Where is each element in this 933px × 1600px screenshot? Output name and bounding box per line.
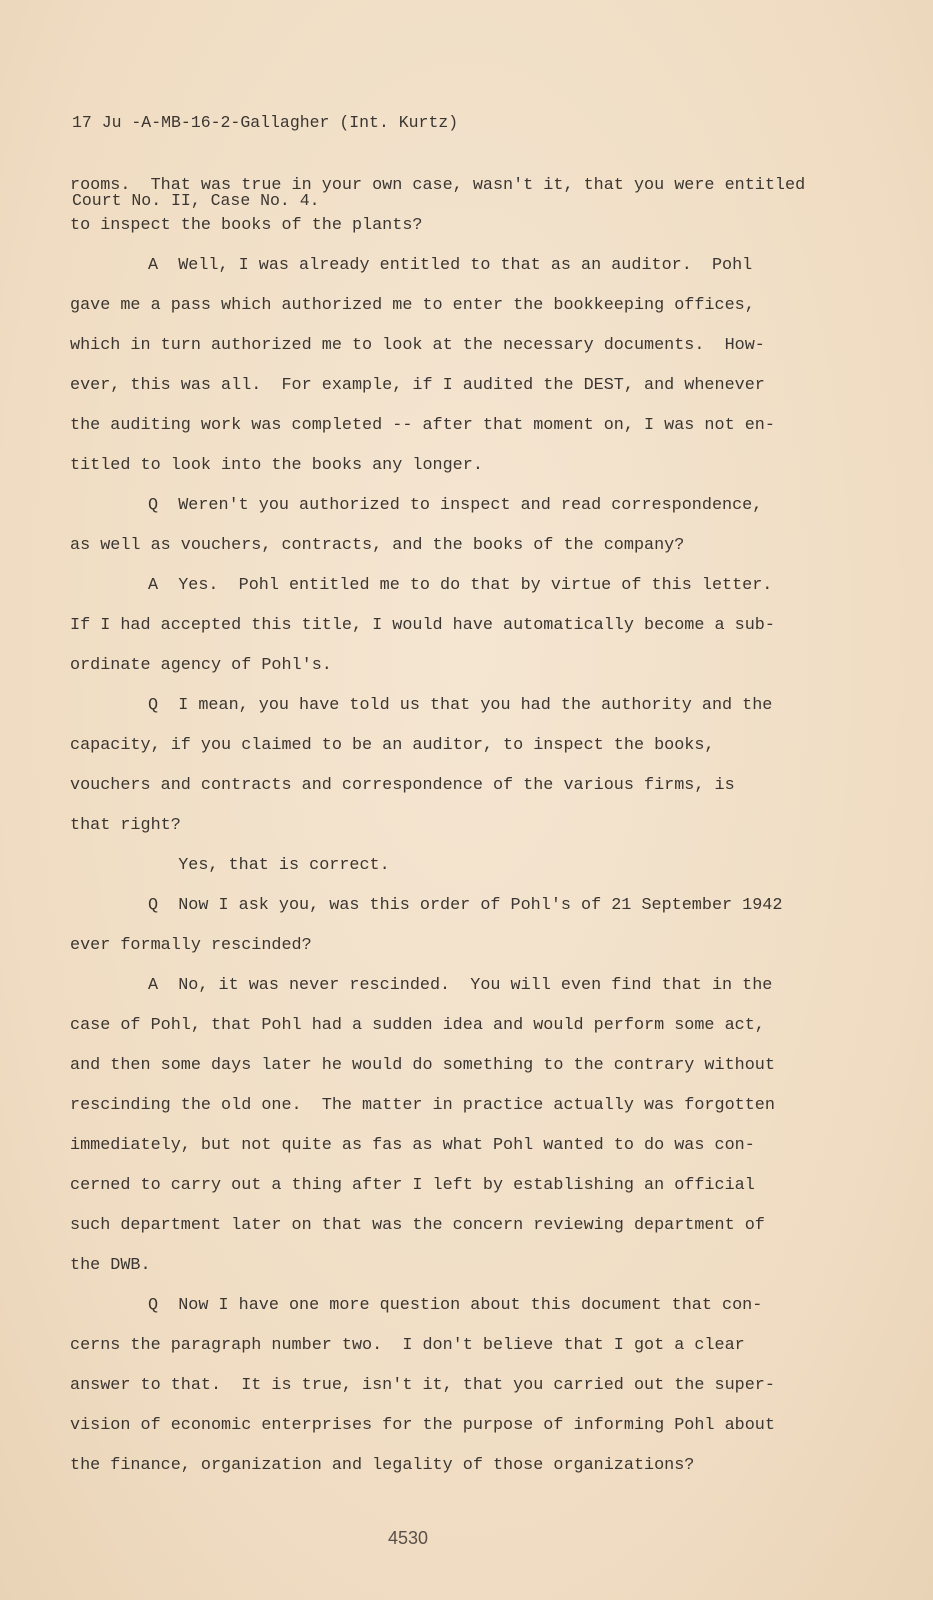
text-line: Q Now I have one more question about this document that con- — [148, 1296, 763, 1315]
text-line: titled to look into the books any longer. — [70, 456, 483, 475]
text-line: ever, this was all. For example, if I audited the DEST, and whenever — [70, 376, 765, 395]
transcript-paragraph — [70, 886, 805, 966]
text-line: Q Now I ask you, was this order of Pohl's of 21 September 1942 — [148, 896, 783, 915]
header-court-case-line: Court No. II, Case No. 4. — [72, 191, 320, 210]
transcript-paragraph — [70, 846, 805, 886]
transcript-paragraph — [70, 566, 805, 686]
text-line: cerned to carry out a thing after I left by establishing an official — [70, 1176, 755, 1195]
text-line: capacity, if you claimed to be an auditor, to inspect the books, — [70, 736, 715, 755]
page-number: 4530 — [388, 1528, 429, 1548]
text-line: Q Weren't you authorized to inspect and read correspondence, — [148, 496, 763, 515]
text-line: the auditing work was completed -- after that moment on, I was not en- — [70, 416, 775, 435]
text-line: immediately, but not quite as fas as what Pohl wanted to do was con- — [70, 1136, 755, 1155]
transcript-paragraph — [70, 686, 805, 846]
text-line: which in turn authorized me to look at the necessary documents. How- — [70, 336, 765, 355]
text-line: answer to that. It is true, isn't it, that you carried out the super- — [70, 1376, 775, 1395]
text-line: that right? — [70, 816, 181, 835]
text-line: as well as vouchers, contracts, and the books of the company? — [70, 536, 685, 555]
text-line: case of Pohl, that Pohl had a sudden idea and would perform some act, — [70, 1016, 765, 1035]
text-line: A Yes. Pohl entitled me to do that by virtue of this letter. — [148, 576, 773, 595]
text-line: Yes, that is correct. — [148, 856, 390, 875]
text-line: and then some days later he would do something to the contrary without — [70, 1056, 775, 1075]
text-line: vision of economic enterprises for the purpose of informing Pohl about — [70, 1416, 775, 1435]
text-line: rescinding the old one. The matter in practice actually was forgotten — [70, 1096, 775, 1115]
text-line: Q I mean, you have told us that you had the authority and the — [148, 696, 773, 715]
text-line: cerns the paragraph number two. I don't believe that I got a clear — [70, 1336, 745, 1355]
transcript-paragraph — [70, 246, 805, 486]
transcript-paragraph — [70, 166, 805, 246]
transcript-body — [70, 166, 805, 1486]
transcript-paragraph — [70, 1286, 805, 1486]
text-line: the finance, organization and legality of those organizations? — [70, 1456, 695, 1475]
header-reference-line: 17 Ju -A-MB-16-2-Gallagher (Int. Kurtz) — [72, 113, 459, 132]
text-line: A Well, I was already entitled to that as an auditor. Pohl — [148, 256, 753, 275]
text-line: rooms. That was true in your own case, wasn't it, that you were entitled — [70, 176, 806, 195]
text-line: to inspect the books of the plants? — [70, 216, 423, 235]
text-line: A No, it was never rescinded. You will even find that in the — [148, 976, 773, 995]
text-line: If I had accepted this title, I would have automatically become a sub- — [70, 616, 775, 635]
transcript-paragraph — [70, 486, 805, 566]
text-line: ordinate agency of Pohl's. — [70, 656, 332, 675]
text-line: ever formally rescinded? — [70, 936, 312, 955]
transcript-paragraph — [70, 966, 805, 1286]
text-line: the DWB. — [70, 1256, 151, 1275]
text-line: vouchers and contracts and correspondence of the various firms, is — [70, 776, 735, 795]
text-line: gave me a pass which authorized me to enter the bookkeeping offices, — [70, 296, 755, 315]
text-line: such department later on that was the concern reviewing department of — [70, 1216, 765, 1235]
